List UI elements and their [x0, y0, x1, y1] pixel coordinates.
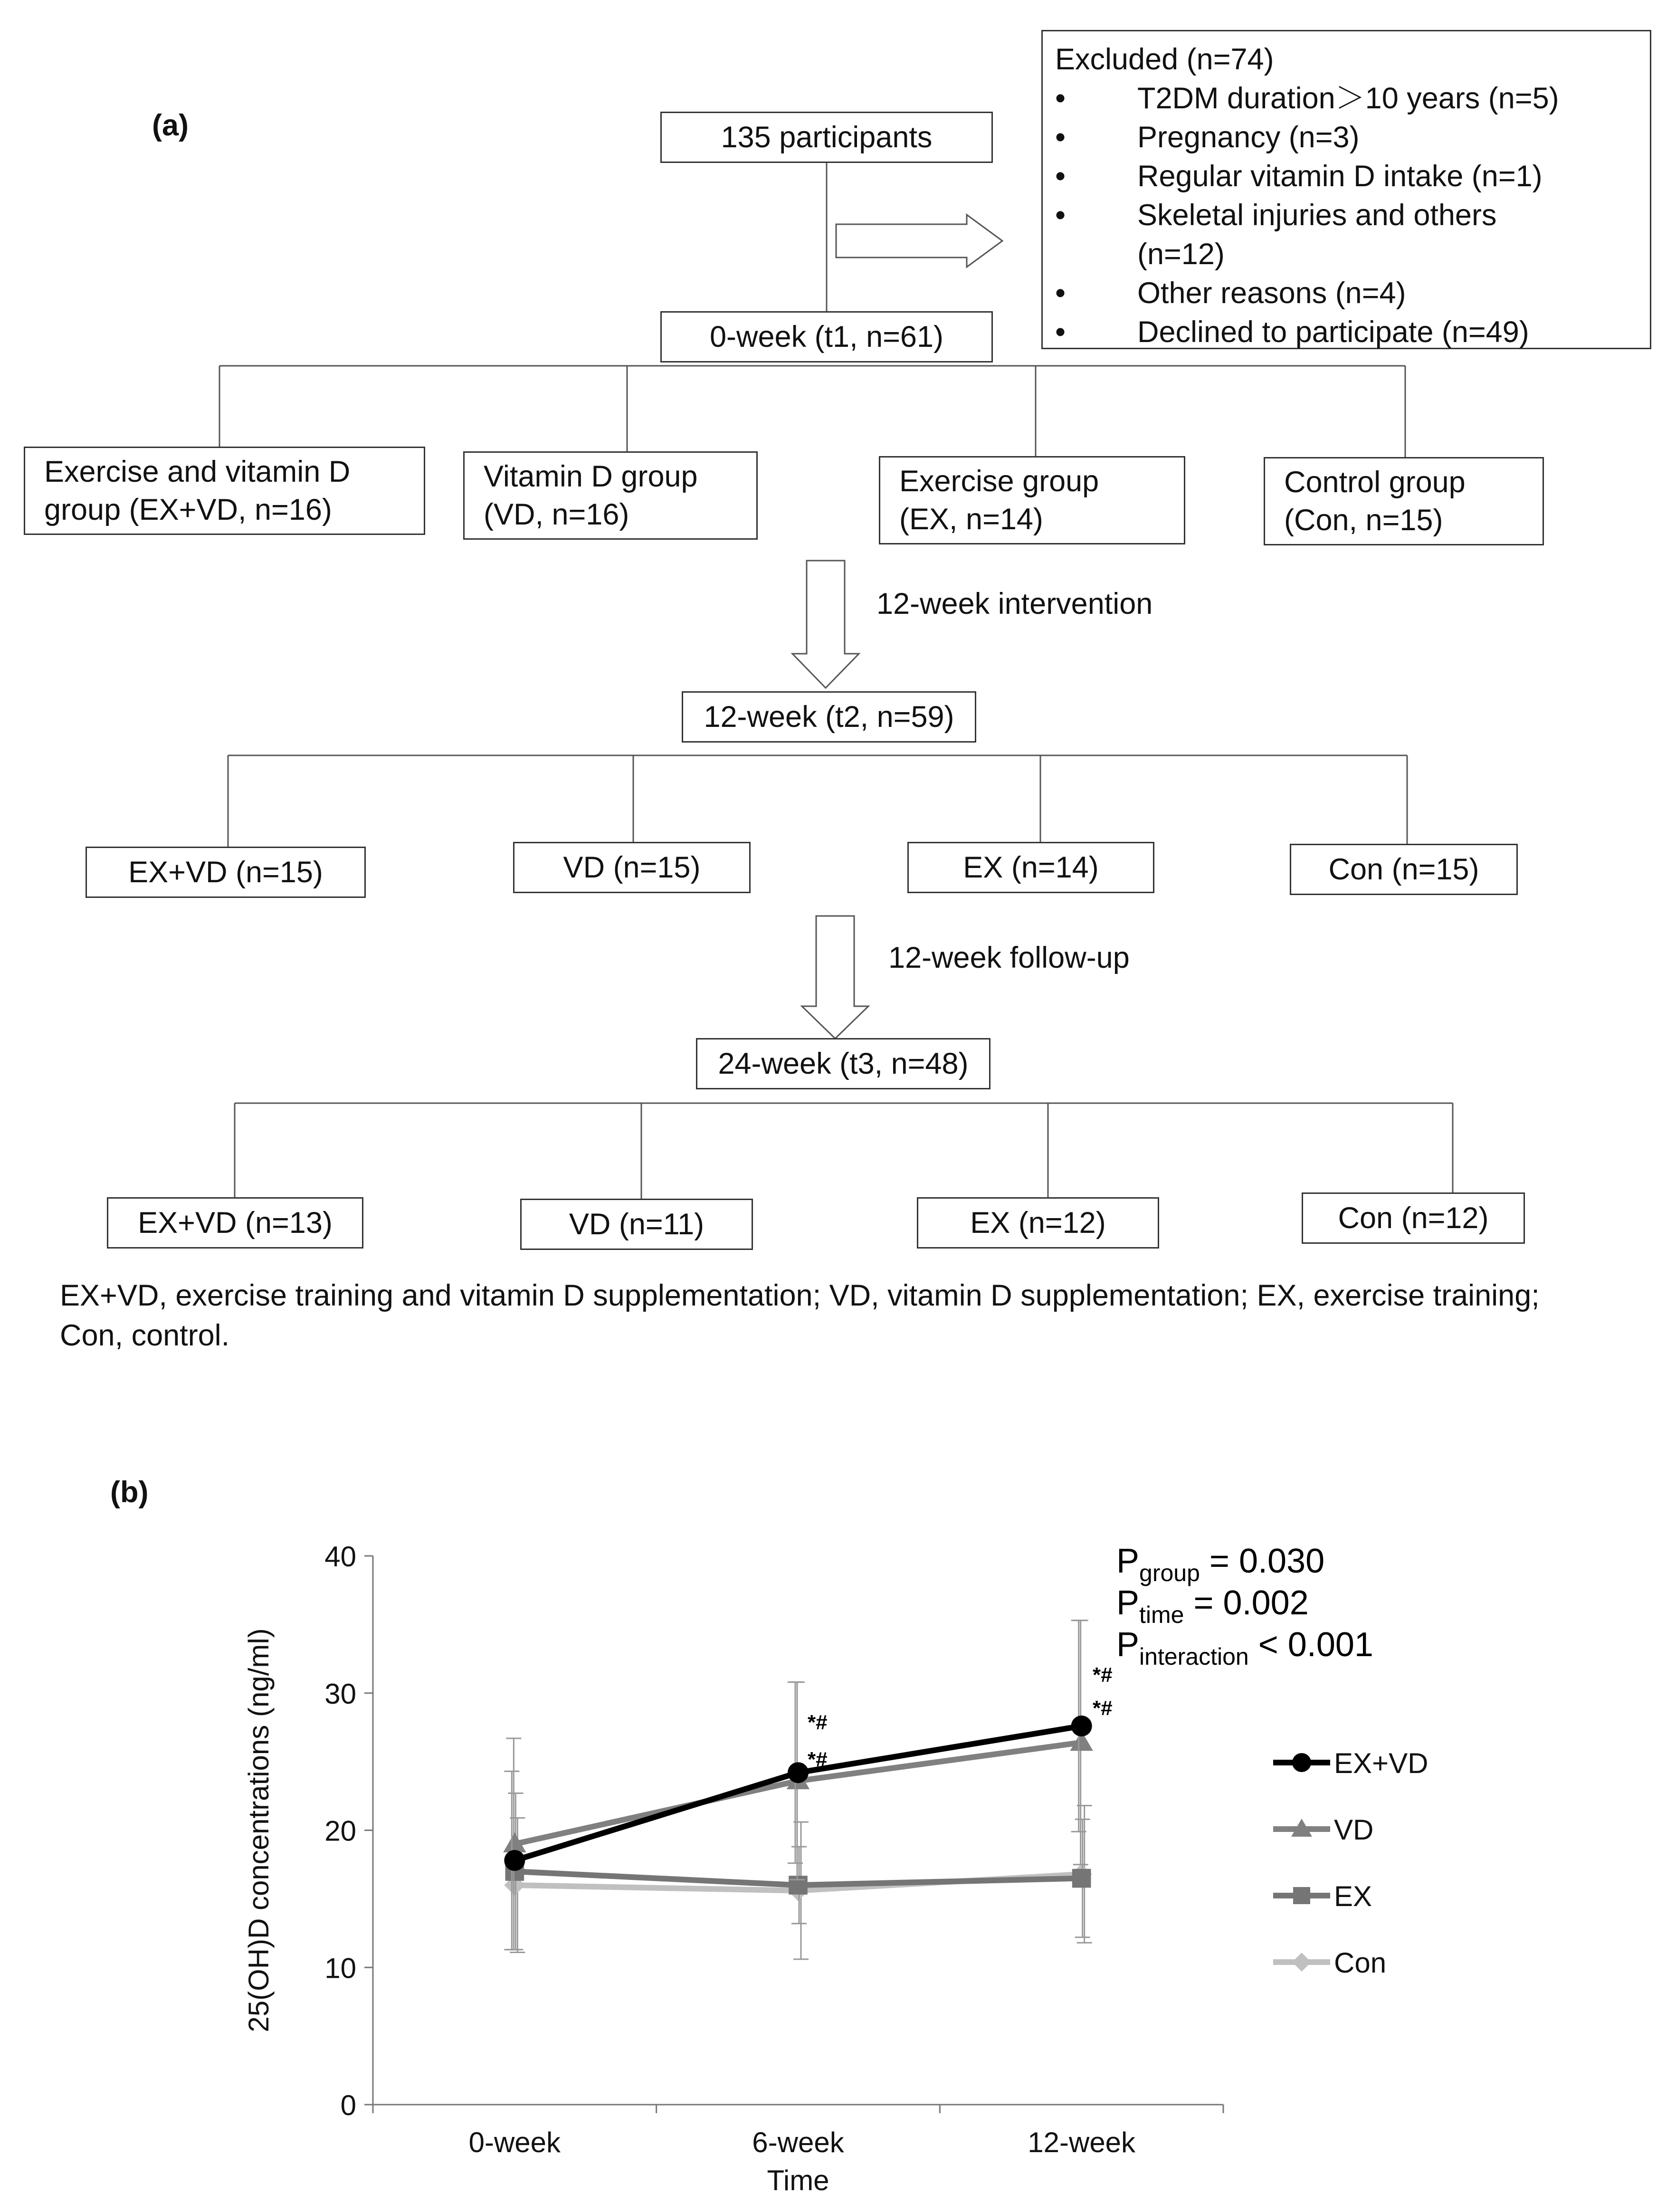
- legend-marker: [1292, 1953, 1311, 1972]
- chart-legend: [1273, 1747, 1428, 1979]
- legend-label: Con: [1334, 1947, 1387, 1979]
- y-tick-label: 20: [324, 1815, 356, 1847]
- panel-a-label: (a): [152, 109, 189, 142]
- legend-label: EX+VD: [1334, 1747, 1428, 1779]
- baseline-box: 0-week (t1, n=61): [660, 311, 993, 362]
- excluded-list: [1055, 79, 1638, 352]
- line-chart: [0, 1449, 1657, 2212]
- followup-label: 12-week follow-up: [888, 941, 1130, 974]
- x-tick-label: 0-week: [468, 2126, 561, 2158]
- excluded-item: [1055, 196, 1638, 274]
- series-ex: [505, 1793, 1091, 1950]
- intervention-label: 12-week intervention: [876, 587, 1153, 620]
- legend-marker: [1292, 1753, 1311, 1772]
- y-tick-label: 0: [340, 2089, 356, 2121]
- p-time: $P_{time} = 0.002$: [1116, 1584, 1309, 1628]
- data-point: [504, 1850, 525, 1871]
- group-box-con-t2: Con (n=15): [1290, 844, 1518, 895]
- group-line: Vitamin D group: [484, 460, 698, 493]
- excluded-item: • Declined to participate (n=49): [1055, 313, 1638, 352]
- group-box-vd-t3: VD (n=11): [520, 1199, 753, 1250]
- y-tick-label: 10: [324, 1952, 356, 1984]
- group-box-con-t3: Con (n=12): [1302, 1192, 1525, 1244]
- chart-series: [503, 1621, 1093, 1959]
- sig-mark-exvd-6w: *#: [808, 1748, 828, 1771]
- excluded-item-line: (n=12): [1137, 238, 1225, 271]
- sig-mark-vd-6w: *#: [808, 1711, 828, 1734]
- group-line: (EX, n=14): [899, 503, 1043, 536]
- series-line: [514, 1743, 1081, 1844]
- excluded-item: • Regular vitamin D intake (n=1): [1055, 157, 1638, 196]
- legend-label: VD: [1334, 1814, 1374, 1846]
- y-tick-label: 30: [324, 1678, 356, 1710]
- sig-mark-exvd-12w: *#: [1093, 1697, 1113, 1720]
- group-line: Control group: [1284, 466, 1466, 499]
- significance-marks: [808, 1663, 1113, 1771]
- group-box-exvd-t1: [24, 447, 425, 535]
- followup-arrow: [802, 916, 868, 1039]
- group-line: (Con, n=15): [1284, 504, 1443, 537]
- p-values: [1116, 1542, 1373, 1670]
- group-line: Exercise group: [899, 465, 1099, 498]
- intervention-arrow: [792, 561, 859, 688]
- group-box-vd-t2: VD (n=15): [513, 842, 751, 893]
- y-tick-label: 40: [324, 1541, 356, 1573]
- group-box-exvd-t3: EX+VD (n=13): [107, 1197, 363, 1249]
- excluded-item: • Pregnancy (n=3): [1055, 118, 1638, 157]
- data-point: [788, 1762, 809, 1783]
- panel-b-label: (b): [110, 1476, 149, 1509]
- group-line: group (EX+VD, n=16): [44, 493, 332, 526]
- x-tick-label: 12-week: [1028, 2126, 1136, 2158]
- group-box-con-t1: [1264, 457, 1544, 545]
- legend-item: [1273, 1814, 1373, 1846]
- legend-marker: [1293, 1887, 1310, 1904]
- group-box-exvd-t2: EX+VD (n=15): [86, 847, 366, 898]
- legend-item: [1273, 1947, 1386, 1979]
- enrolled-box: 135 participants: [660, 112, 993, 163]
- excluded-box: [1041, 30, 1651, 349]
- sig-mark-vd-12w: *#: [1093, 1663, 1113, 1687]
- group-box-vd-t1: [463, 451, 758, 540]
- t3-box: 24-week (t3, n=48): [696, 1038, 990, 1089]
- excluded-item: • Other reasons (n=4): [1055, 274, 1638, 313]
- series-line: [514, 1726, 1081, 1860]
- excluded-title: Excluded (n=74): [1055, 43, 1274, 76]
- group-box-ex-t3: EX (n=12): [917, 1197, 1159, 1249]
- y-axis-label: 25(OH)D concentrations (ng/ml): [243, 1628, 275, 2032]
- group-line: Exercise and vitamin D: [44, 455, 351, 488]
- group-box-ex-t2: EX (n=14): [907, 842, 1154, 893]
- p-interaction: $P_{interaction} < 0.001$: [1116, 1626, 1373, 1670]
- data-point: [1072, 1869, 1091, 1888]
- group-line: (VD, n=16): [484, 498, 629, 531]
- legend-label: EX: [1334, 1880, 1372, 1912]
- x-axis-label: Time: [767, 2164, 829, 2196]
- group-box-ex-t1: [879, 456, 1185, 544]
- x-tick-label: 6-week: [752, 2126, 844, 2158]
- t2-box: 12-week (t2, n=59): [682, 691, 976, 743]
- data-point: [1071, 1716, 1092, 1736]
- figure-caption: EX+VD, exercise training and vitamin D supplementation; VD, vitamin D supplementation; EX, exercise training; Con, control.: [60, 1279, 1540, 1352]
- chart-axes: [243, 1541, 1223, 2196]
- legend-item: [1273, 1880, 1372, 1912]
- legend-item: [1273, 1747, 1428, 1779]
- data-point: [789, 1876, 808, 1895]
- excluded-item: • T2DM duration＞10 years (n=5): [1055, 79, 1638, 118]
- exclusion-arrow: [836, 215, 1002, 267]
- p-group: $P_{group} = 0.030$: [1116, 1542, 1325, 1586]
- excluded-item-line: Skeletal injuries and others: [1137, 199, 1497, 232]
